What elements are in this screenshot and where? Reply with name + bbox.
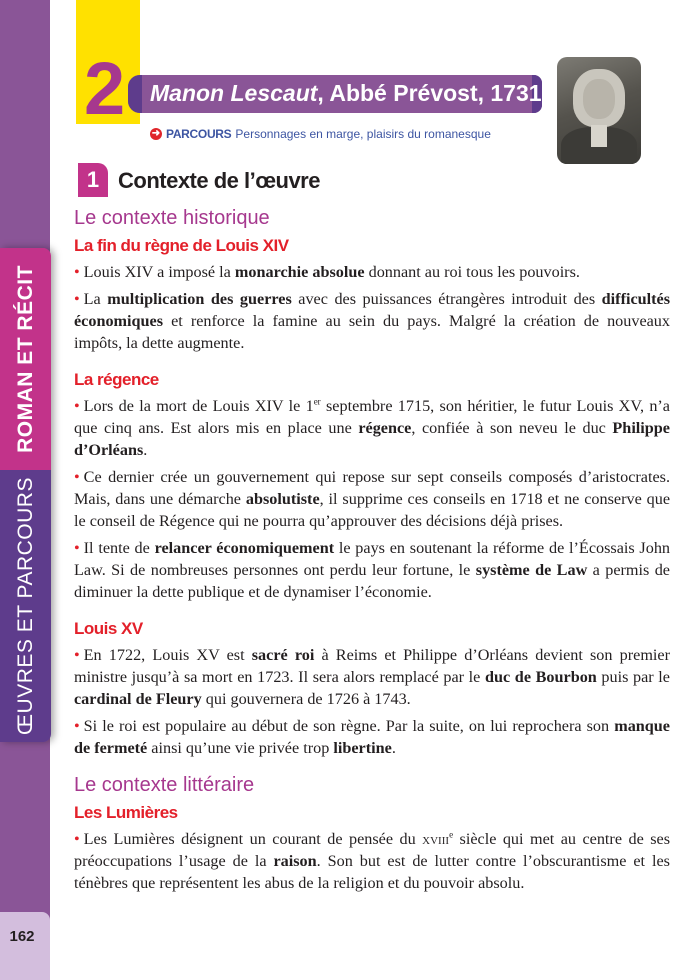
heading-lumieres: Les Lumières	[74, 803, 178, 822]
main-content	[74, 205, 670, 899]
sidebar-section-tab	[0, 248, 51, 742]
bullet-paragraph: • Louis XIV a imposé la monarchie absolue donnant au roi tous les pouvoirs.	[74, 263, 580, 281]
bullet-paragraph: • Si le roi est populaire au début de son règne. Par la suite, on lui reprochera son manque de fermeté ainsi qu’une vie privée trop libertine.	[74, 717, 670, 757]
arrow-right-icon: ➜	[151, 128, 161, 139]
chapter-number: 2	[84, 47, 126, 130]
heading-regence: La régence	[74, 370, 159, 389]
bullet-paragraph: • Lors de la mort de Louis XIV le 1er septembre 1715, son héritier, le futur Louis XV, n’a que cinq ans. Est alors mis en place une régence, confiée à son neveu le duc Philippe d’Orléans.	[74, 396, 670, 459]
chapter-title-bar	[128, 75, 542, 113]
chapter-title: Manon Lescaut, Abbé Prévost, 1731	[150, 80, 542, 106]
heading-louis-xv: Louis XV	[74, 619, 143, 638]
parcours-text: Personnages en marge, plaisirs du romanesque	[235, 127, 491, 141]
heading-contexte-litteraire: Le contexte littéraire	[74, 774, 255, 796]
bullet-paragraph: • Ce dernier crée un gouvernement qui repose sur sept conseils composés d’aristocrates. Mais, dans une démarche absolutiste, il supprime ces conseils en 1718 et ne conserve que le conseil de Régence qui ne pourra qu’approuver des décisions déjà prises.	[74, 468, 670, 530]
bullet-paragraph: • En 1722, Louis XV est sacré roi à Reims et Philippe d’Orléans devient son premier ministre jusqu’à sa mort en 1723. Il sera alors remplacé par le duc de Bourbon puis par le cardinal de Fleury qui gouvernera de 1726 à 1743.	[74, 646, 670, 708]
bullet-paragraph: • Il tente de relancer économiquement le pays en soutenant la réforme de l’Écossais John Law. Si de nombreuses personnes ont perdu leur fortune, le système de Law a permis de diminuer la dette publique et de dynamiser l’économie.	[74, 539, 671, 601]
heading-fin-regne: La fin du règne de Louis XIV	[74, 236, 289, 255]
section-number-badge: 1	[78, 163, 108, 197]
parcours-label: PARCOURS	[166, 127, 232, 141]
heading-contexte-historique: Le contexte historique	[74, 207, 270, 229]
author-portrait	[557, 57, 641, 164]
page-number: 162	[9, 928, 35, 945]
page-number-tab	[0, 912, 50, 980]
parcours-line	[150, 127, 491, 141]
bullet-paragraph: • Les Lumières désignent un courant de pensée du xviii$^e$ siècle qui met au centre de ses préoccupations l’usage de la raison. Son but est de lutter contre l’obscurantisme et les ténèbres que représentent les abus de la religion et du pouvoir absolu.	[74, 829, 670, 892]
tab-bottom-label: ŒUVRES ET PARCOURS	[13, 477, 37, 735]
bullet-paragraph: • La multiplication des guerres avec des puissances étrangères introduit des difficultés économiques et renforce la famine au sein du pays. Malgré la création de nouveaux impôts, la dette augmente.	[74, 290, 671, 352]
tab-top-label: ROMAN ET RÉCIT	[13, 265, 37, 453]
section-title: Contexte de l’œuvre	[118, 168, 320, 193]
